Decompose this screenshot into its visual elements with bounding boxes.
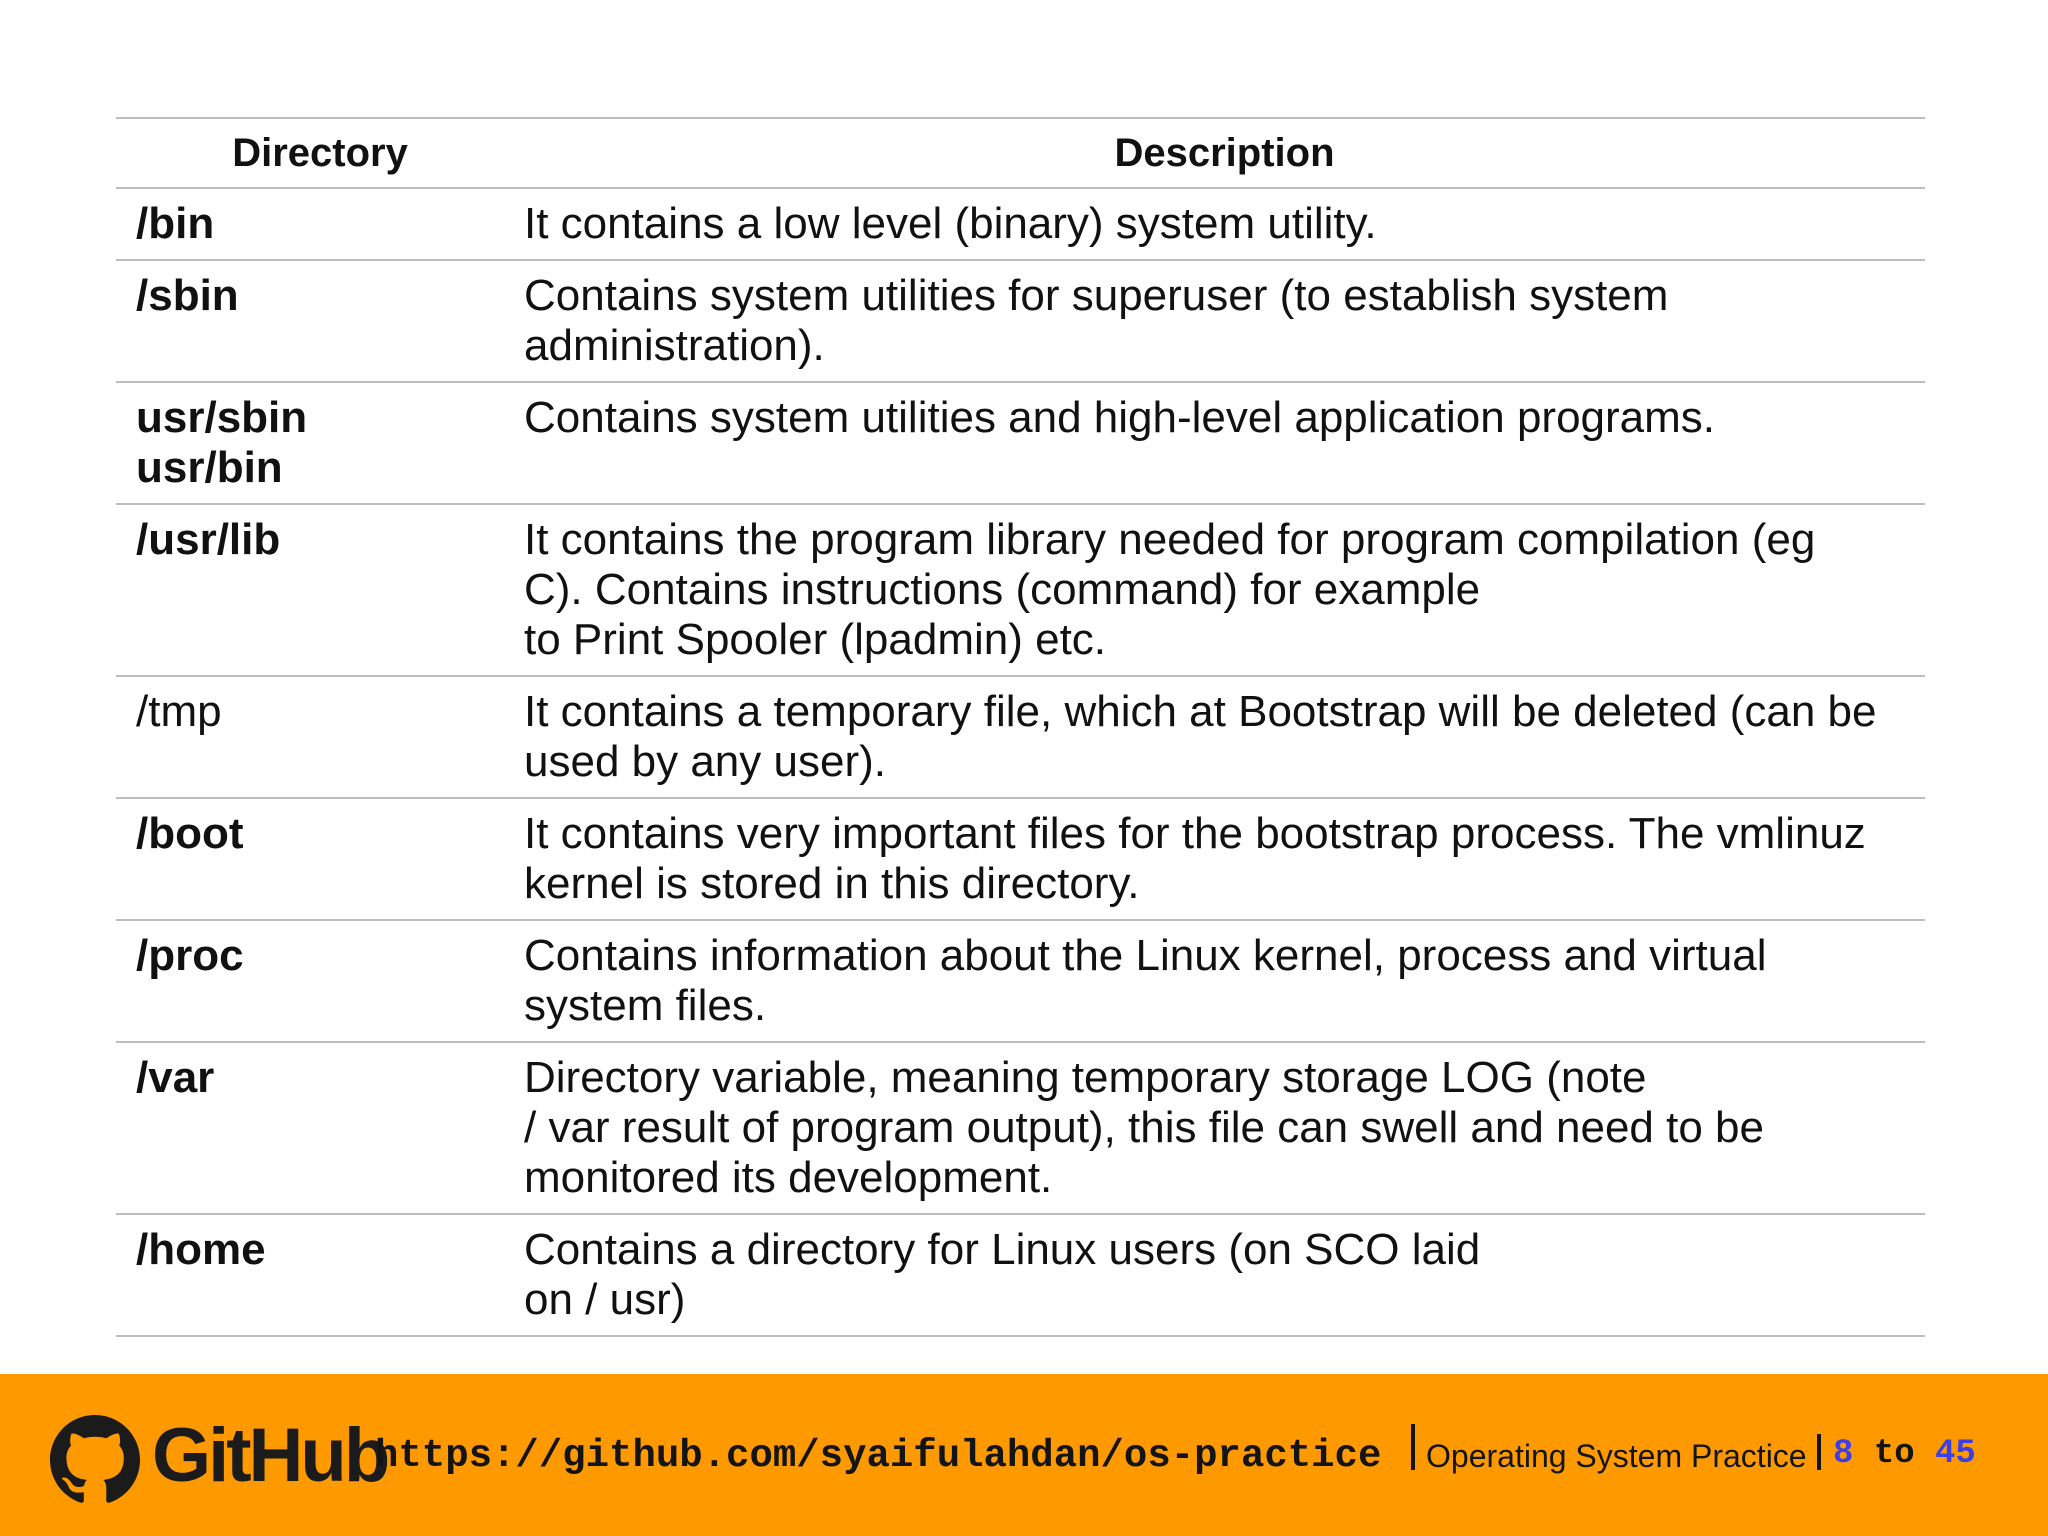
table-row	[116, 188, 1925, 260]
directory-name: usr/bin	[136, 443, 283, 492]
directory-cell	[116, 1214, 524, 1336]
description-text: It contains a temporary file, which at Bootstrap will be deleted (can be used by any user).	[524, 687, 1877, 786]
description-text: It contains a low level (binary) system utility.	[524, 199, 1377, 248]
directory-cell	[116, 504, 524, 676]
description-text: It contains very important files for the bootstrap process. The vmlinuz kernel is stored in this directory.	[524, 809, 1866, 908]
table-row	[116, 676, 1925, 798]
directory-cell	[116, 920, 524, 1042]
directory-cell	[116, 260, 524, 382]
description-text: on / usr)	[524, 1275, 686, 1324]
description-cell	[524, 798, 1925, 920]
course-title: Operating System Practice	[1426, 1438, 1807, 1474]
directory-cell	[116, 676, 524, 798]
directory-name: /usr/lib	[136, 515, 281, 564]
directory-table	[116, 117, 1925, 1337]
description-cell	[524, 260, 1925, 382]
directory-cell	[116, 1042, 524, 1214]
repo-url-link[interactable]: https://github.com/syaifulahdan/os-practice	[375, 1434, 1382, 1478]
table-row	[116, 260, 1925, 382]
description-cell	[524, 676, 1925, 798]
directory-name: usr/sbin	[136, 393, 308, 442]
header-description: Description	[524, 118, 1925, 188]
table-row	[116, 1042, 1925, 1214]
description-cell	[524, 382, 1925, 504]
description-text: / var result of program output), this file can swell and need to be monitored its development.	[524, 1103, 1764, 1202]
description-cell	[524, 504, 1925, 676]
directory-name: /tmp	[136, 687, 222, 736]
footer-divider	[1817, 1434, 1821, 1470]
directory-cell	[116, 798, 524, 920]
table-row	[116, 798, 1925, 920]
description-text: It contains the program library needed for program compilation (eg C). Contains instructions (command) for example	[524, 515, 1816, 614]
table-row	[116, 504, 1925, 676]
description-cell	[524, 1214, 1925, 1336]
page-separator: to	[1873, 1435, 1915, 1473]
description-text: Contains system utilities for superuser (to establish system administration).	[524, 271, 1669, 370]
description-text: Contains information about the Linux kernel, process and virtual system files.	[524, 931, 1767, 1030]
description-text: Contains a directory for Linux users (on SCO laid	[524, 1225, 1481, 1274]
table-body	[116, 188, 1925, 1336]
page-current: 8	[1833, 1435, 1854, 1473]
table-row	[116, 1214, 1925, 1336]
footer-bar	[0, 1374, 2048, 1536]
directory-name: /bin	[136, 199, 215, 248]
page-total: 45	[1935, 1435, 1976, 1473]
directory-name: /sbin	[136, 271, 239, 320]
description-cell	[524, 188, 1925, 260]
footer-divider	[1411, 1424, 1415, 1470]
table-row	[116, 382, 1925, 504]
directory-cell	[116, 382, 524, 504]
description-text: Contains system utilities and high-level application programs.	[524, 393, 1716, 442]
table-row	[116, 920, 1925, 1042]
header-directory: Directory	[116, 118, 524, 188]
page-indicator	[1833, 1432, 1976, 1476]
directory-name: /home	[136, 1225, 266, 1274]
description-text: to Print Spooler (lpadmin) etc.	[524, 615, 1107, 664]
directory-name: /boot	[136, 809, 244, 858]
github-octocat-icon	[50, 1415, 140, 1505]
github-logo-text: GitHub	[152, 1413, 388, 1498]
directory-cell	[116, 188, 524, 260]
table-header-row	[116, 118, 1925, 188]
description-cell	[524, 920, 1925, 1042]
directory-name: /proc	[136, 931, 244, 980]
description-cell	[524, 1042, 1925, 1214]
description-text: Directory variable, meaning temporary storage LOG (note	[524, 1053, 1647, 1102]
directory-name: /var	[136, 1053, 215, 1102]
